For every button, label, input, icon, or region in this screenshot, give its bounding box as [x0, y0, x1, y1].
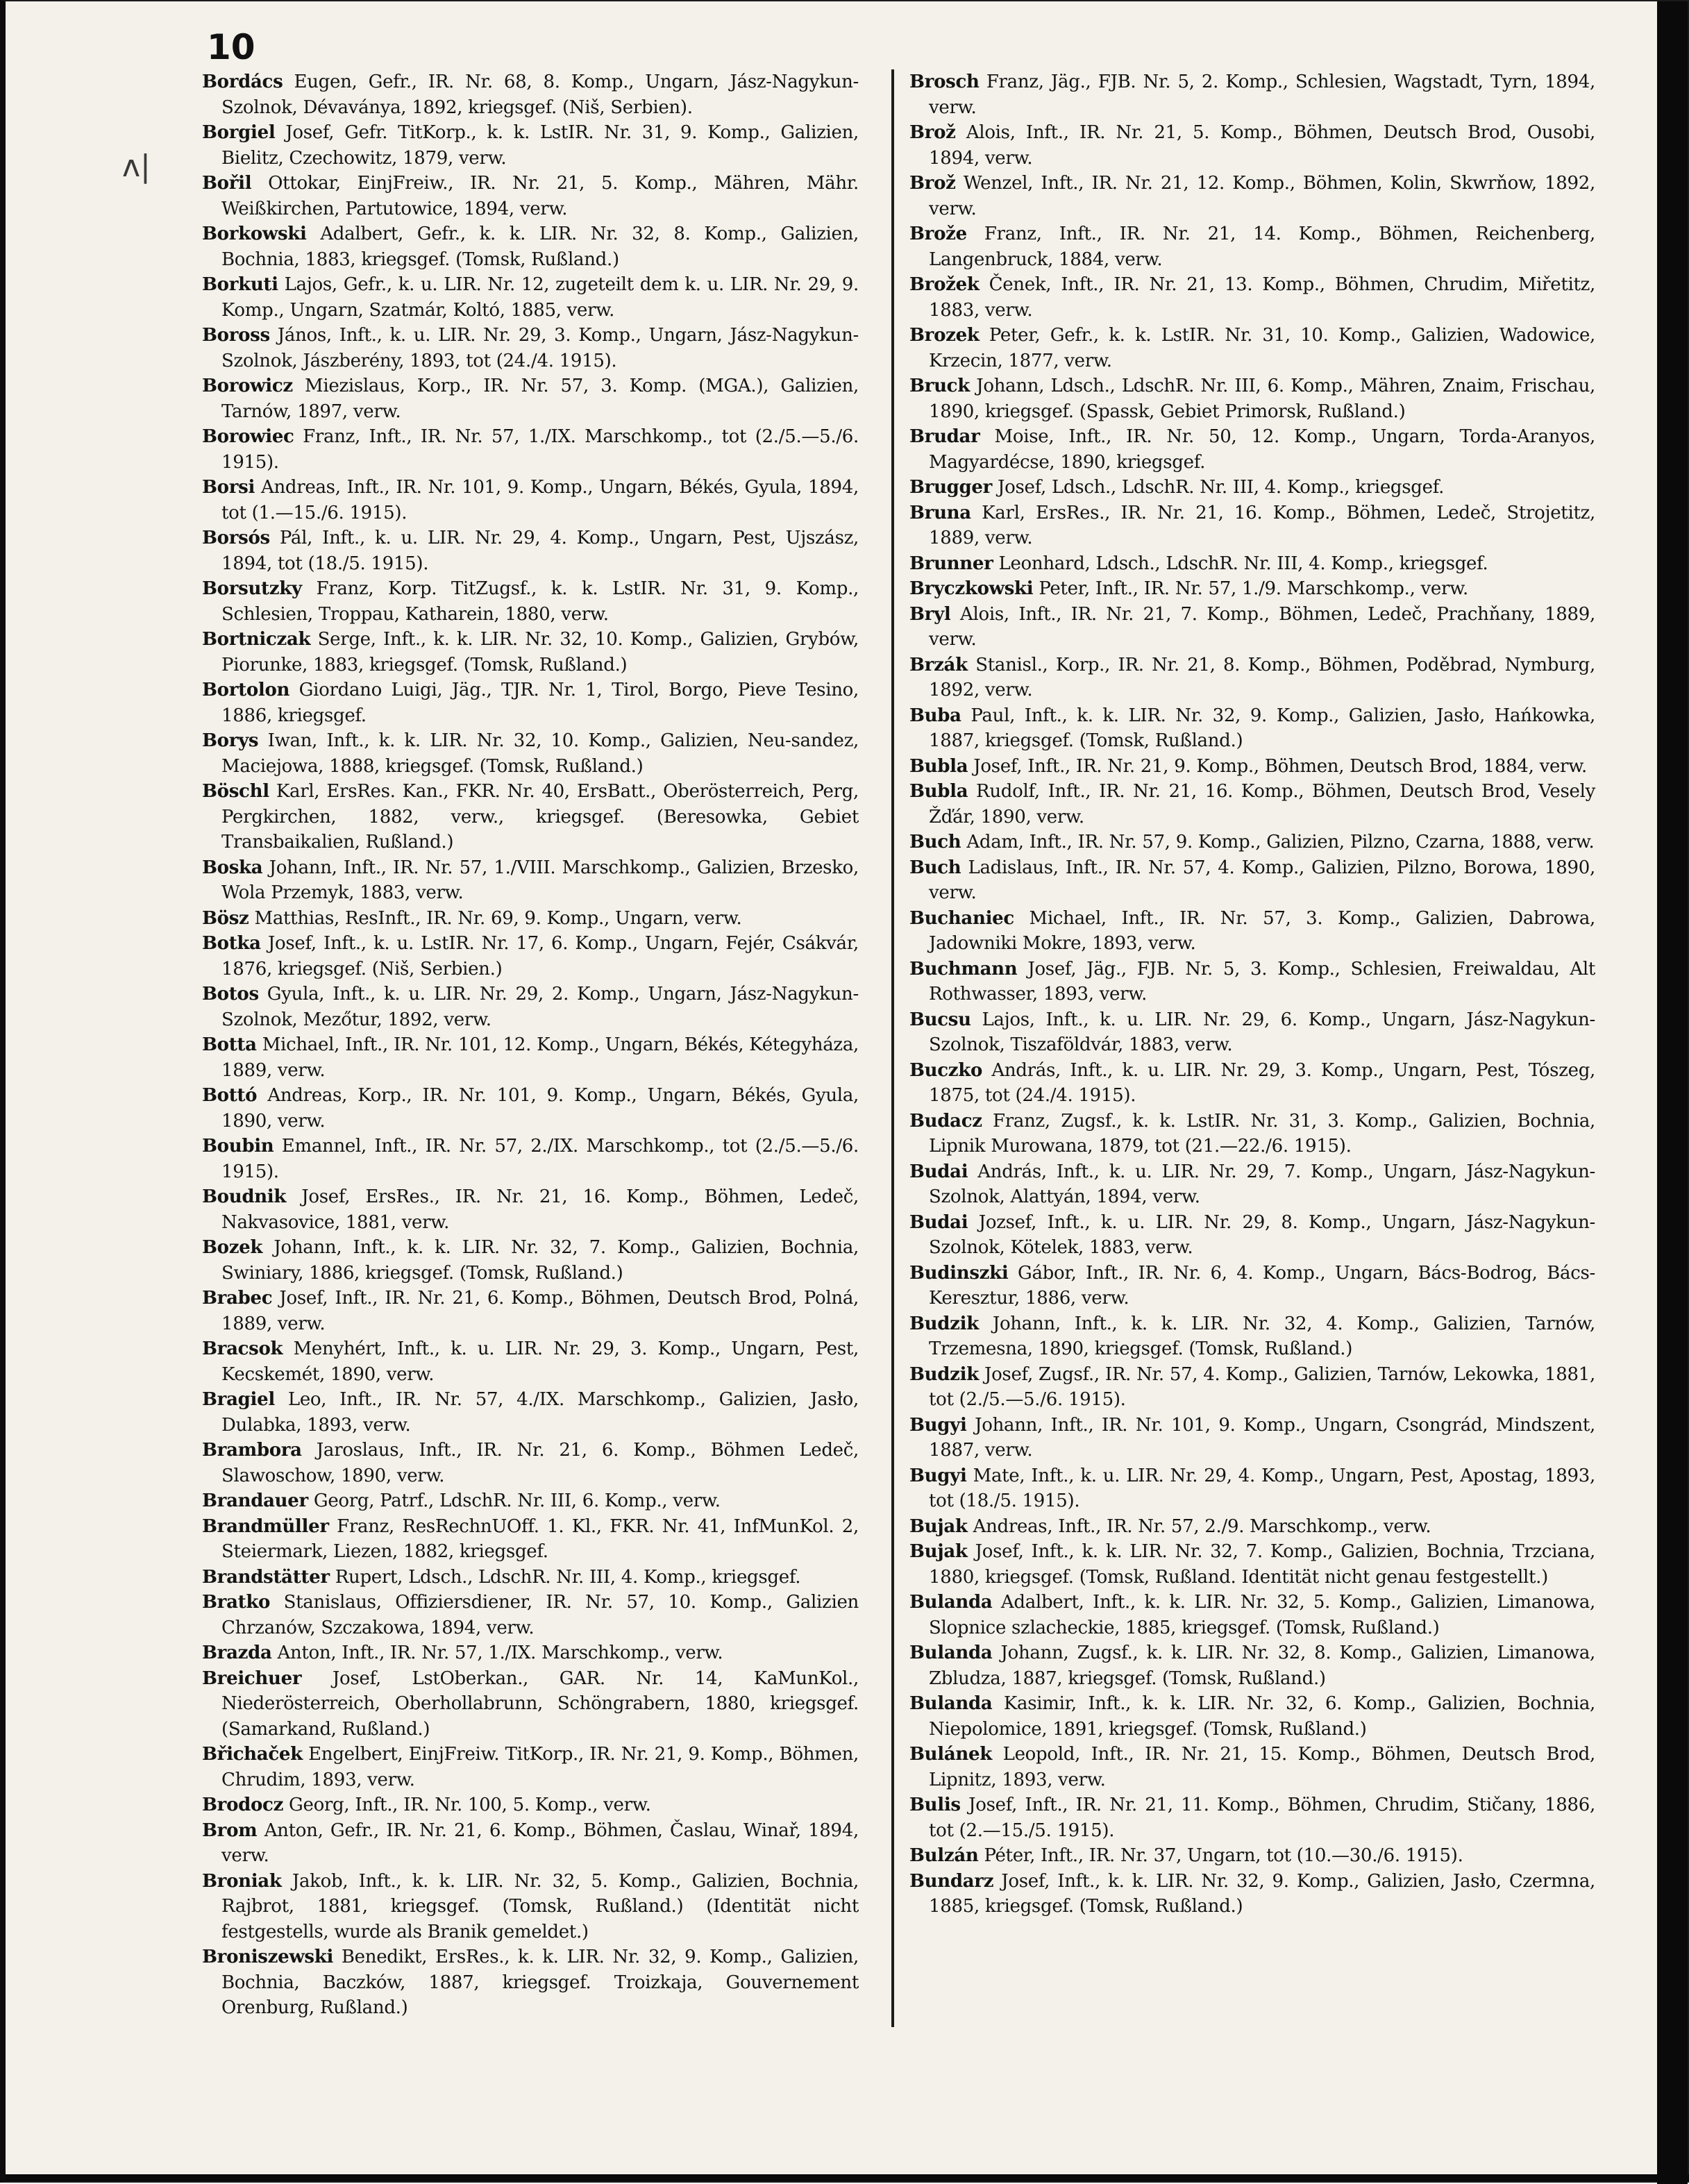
- entry-details: Alois, Inft., IR. Nr. 21, 5. Komp., Böhmen, Deutsch Brod, Ousobi, 1894, verw.: [929, 122, 1595, 169]
- entry-surname: Brozek: [909, 325, 980, 346]
- entry-details: Jaroslaus, Inft., IR. Nr. 21, 6. Komp., Böhmen Ledeč, Slawoschow, 1890, verw.: [221, 1440, 859, 1486]
- register-entry: [202, 171, 859, 221]
- entry-surname: Brožek: [909, 274, 980, 295]
- entry-details: Peter, Gefr., k. k. LstIR. Nr. 31, 10. Komp., Galizien, Wadowice, Krzecin, 1877, verw.: [929, 325, 1595, 371]
- entry-details: Josef, Gefr. TitKorp., k. k. LstIR. Nr. 31, 9. Komp., Galizien, Bielitz, Czechowitz, 1879, verw.: [221, 122, 859, 169]
- entry-surname: Borsutzky: [202, 578, 302, 599]
- entry-details: Josef, Inft., k. k. LIR. Nr. 32, 9. Komp., Galizien, Jasło, Czermna, 1885, kriegsgef. (Tomsk, Rußland.): [929, 1870, 1595, 1917]
- entry-details: Moise, Inft., IR. Nr. 50, 12. Komp., Ungarn, Torda-Aranyos, Magyardécse, 1890, kriegsgef.: [929, 426, 1595, 473]
- entry-surname: Bruck: [909, 376, 970, 396]
- entry-details: Johann, Inft., IR. Nr. 101, 9. Komp., Ungarn, Csongrád, Mindszent, 1887, verw.: [929, 1414, 1595, 1461]
- entry-details: Johann, Inft., k. k. LIR. Nr. 32, 4. Komp., Galizien, Tarnów, Trzemesna, 1890, kriegsgef. (Tomsk, Rußland.): [929, 1313, 1595, 1359]
- entry-details: Wenzel, Inft., IR. Nr. 21, 12. Komp., Böhmen, Kolin, Skwrňow, 1892, verw.: [929, 173, 1595, 219]
- entry-details: Peter, Inft., IR. Nr. 57, 1./9. Marschkomp., verw.: [1033, 578, 1468, 599]
- entry-details: Kasimir, Inft., k. k. LIR. Nr. 32, 6. Komp., Galizien, Bochnia, Niepolomice, 1891, kriegsgef. (Tomsk, Rußland.): [929, 1693, 1595, 1740]
- entry-details: Pál, Inft., k. u. LIR. Nr. 29, 4. Komp., Ungarn, Pest, Ujszász, 1894, tot (18./5. 1915).: [221, 528, 859, 574]
- entry-details: Leopold, Inft., IR. Nr. 21, 15. Komp., Böhmen, Deutsch Brod, Lipnitz, 1893, verw.: [929, 1744, 1595, 1790]
- register-entry: [202, 1869, 859, 1945]
- entry-details: Serge, Inft., k. k. LIR. Nr. 32, 10. Komp., Galizien, Grybów, Piorunke, 1883, kriegsgef. (Tomsk, Rußland.): [221, 629, 859, 675]
- entry-details: Johann, Inft., IR. Nr. 57, 1./VIII. Marschkomp., Galizien, Brzesko, Wola Przemyk, 1883, verw.: [221, 857, 859, 903]
- entry-surname: Brandauer: [202, 1490, 308, 1511]
- entry-details: Josef, ErsRes., IR. Nr. 21, 16. Komp., Böhmen, Ledeč, Nakvasovice, 1881, verw.: [221, 1186, 859, 1233]
- entry-details: Rupert, Ldsch., LdschR. Nr. III, 4. Komp., kriegsgef.: [329, 1566, 801, 1588]
- entry-surname: Botta: [202, 1034, 257, 1055]
- entry-details: Josef, Inft., IR. Nr. 21, 9. Komp., Böhmen, Deutsch Brod, 1884, verw.: [968, 755, 1588, 777]
- entry-surname: Brandstätter: [202, 1566, 330, 1588]
- register-entry: [909, 703, 1595, 754]
- register-entry: [909, 1311, 1595, 1362]
- entry-details: Anton, Inft., IR. Nr. 57, 1./IX. Marschkomp., verw.: [271, 1643, 723, 1663]
- entry-surname: Botos: [202, 984, 259, 1005]
- entry-details: Giordano Luigi, Jäg., TJR. Nr. 1, Tirol, Borgo, Pieve Tesino, 1886, kriegsgef.: [221, 680, 859, 726]
- entry-details: Michael, Inft., IR. Nr. 57, 3. Komp., Galizien, Dabrowa, Jadowniki Mokre, 1893, verw.: [929, 907, 1595, 954]
- register-entry: [909, 69, 1595, 120]
- entry-surname: Budzik: [909, 1313, 979, 1334]
- register-entry: [202, 1083, 859, 1134]
- entry-details: Lajos, Gefr., k. u. LIR. Nr. 12, zugeteilt dem k. u. LIR. Nr. 29, 9. Komp., Ungarn, Szatmár, Koltó, 1885, verw.: [221, 274, 859, 321]
- register-entry: [202, 1818, 859, 1869]
- register-entry: [202, 526, 859, 576]
- register-entry: [202, 1514, 859, 1565]
- entry-details: Karl, ErsRes. Kan., FKR. Nr. 40, ErsBatt., Oberösterreich, Perg, Pergkirchen, 1882, verw., kriegsgef. (Beresowka, Gebiet Transbaikalien, Rußland.): [221, 781, 859, 852]
- entry-surname: Bujak: [909, 1515, 968, 1537]
- entry-surname: Brunner: [909, 553, 993, 574]
- entry-surname: Brandmüller: [202, 1515, 329, 1537]
- entry-details: Josef, Inft., IR. Nr. 21, 11. Komp., Böhmen, Chrudim, Stičany, 1886, tot (2.—15./5. 1915).: [929, 1795, 1595, 1841]
- register-entry: [202, 1792, 859, 1818]
- register-entry: [202, 855, 859, 906]
- entry-surname: Bortniczak: [202, 629, 311, 650]
- entry-details: András, Inft., k. u. LIR. Nr. 29, 3. Komp., Ungarn, Pest, Tószeg, 1875, tot (24./4. 1915).: [929, 1059, 1595, 1106]
- register-entry: [202, 1666, 859, 1742]
- register-entry: [909, 1109, 1595, 1159]
- register-entry: [909, 602, 1595, 653]
- scan-edge-right: [1657, 1, 1688, 2184]
- entry-surname: Borsós: [202, 528, 270, 548]
- register-entry: [909, 323, 1595, 373]
- entry-details: Menyhért, Inft., k. u. LIR. Nr. 29, 3. Komp., Ungarn, Pest, Kecskemét, 1890, verw.: [221, 1338, 859, 1385]
- entry-surname: Budinszki: [909, 1262, 1009, 1284]
- register-entry: [202, 1944, 859, 2021]
- entry-surname: Borgiel: [202, 122, 276, 143]
- entry-surname: Bozek: [202, 1237, 263, 1258]
- entry-surname: Bratko: [202, 1592, 271, 1613]
- margin-note: ʌ|: [122, 149, 151, 184]
- entry-details: Josef, LstOberkan., GAR. Nr. 14, KaMunKol., Niederösterreich, Oberhollabrunn, Schöngrabern, 1880, kriegsgef. (Samarkand, Rußland.): [221, 1668, 859, 1740]
- register-entry: [202, 475, 859, 526]
- entry-surname: Bulanda: [909, 1592, 993, 1613]
- entry-surname: Bruna: [909, 502, 971, 523]
- register-entry: [909, 1413, 1595, 1463]
- entry-details: Alois, Inft., IR. Nr. 21, 7. Komp., Böhmen, Ledeč, Prachňany, 1889, verw.: [929, 603, 1595, 650]
- entry-surname: Bucsu: [909, 1009, 971, 1030]
- register-entry: [202, 1134, 859, 1184]
- entry-details: Andreas, Korp., IR. Nr. 101, 9. Komp., Ungarn, Békés, Gyula, 1890, verw.: [221, 1085, 859, 1132]
- entry-surname: Brabec: [202, 1288, 273, 1309]
- register-entry: [202, 1336, 859, 1387]
- register-entry: [909, 830, 1595, 855]
- entry-surname: Bösz: [202, 907, 249, 929]
- entry-details: Paul, Inft., k. k. LIR. Nr. 32, 9. Komp., Galizien, Jasło, Hańkowka, 1887, kriegsgef. (Tomsk, Rußland.): [929, 705, 1595, 751]
- right-column: [909, 69, 1595, 1920]
- register-entry: [909, 1691, 1595, 1742]
- entry-details: Josef, Ldsch., LdschR. Nr. III, 4. Komp., kriegsgef.: [992, 477, 1445, 498]
- entry-details: Karl, ErsRes., IR. Nr. 21, 16. Komp., Böhmen, Ledeč, Strojetitz, 1889, verw.: [929, 502, 1595, 548]
- entry-details: Josef, Zugsf., IR. Nr. 57, 4. Komp., Galizien, Tarnów, Lekowka, 1881, tot (2./5.—5./6. 1915).: [929, 1363, 1595, 1410]
- entry-surname: Buchmann: [909, 958, 1018, 980]
- entry-details: Gyula, Inft., k. u. LIR. Nr. 29, 2. Komp., Ungarn, Jász-Nagykun-Szolnok, Mezőtur, 1892, verw.: [221, 984, 859, 1030]
- entry-surname: Buch: [909, 832, 961, 852]
- entry-surname: Buba: [909, 705, 961, 726]
- register-entry: [909, 1514, 1595, 1540]
- entry-surname: Bulánek: [909, 1744, 992, 1765]
- register-entry: [909, 1742, 1595, 1792]
- entry-details: Emannel, Inft., IR. Nr. 57, 2./IX. Marschkomp., tot (2./5.—5./6. 1915).: [221, 1136, 859, 1182]
- entry-details: Josef, Inft., k. u. LstIR. Nr. 17, 6. Komp., Ungarn, Fejér, Csákvár, 1876, kriegsgef. (Niš, Serbien.): [221, 933, 859, 980]
- register-entry: [909, 1261, 1595, 1311]
- register-entry: [909, 1463, 1595, 1514]
- entry-surname: Buczko: [909, 1059, 983, 1081]
- entry-details: Stanislaus, Offiziersdiener, IR. Nr. 57, 10. Komp., Galizien Chrzanów, Szczakowa, 1894, verw.: [221, 1592, 859, 1638]
- scan-edge-bottom: [6, 2174, 1689, 2181]
- entry-surname: Bragiel: [202, 1389, 275, 1410]
- entry-details: Johann, Ldsch., LdschR. Nr. III, 6. Komp., Mähren, Znaim, Frischau, 1890, kriegsgef. (Spassk, Gebiet Primorsk, Rußland.): [929, 376, 1595, 422]
- register-entry: [909, 1362, 1595, 1413]
- register-entry: [202, 69, 859, 120]
- entry-details: Péter, Inft., IR. Nr. 37, Ungarn, tot (10.—30./6. 1915).: [978, 1845, 1463, 1866]
- entry-details: Franz, Jäg., FJB. Nr. 5, 2. Komp., Schlesien, Wagstadt, Tyrn, 1894, verw.: [929, 72, 1595, 118]
- entry-surname: Bordács: [202, 72, 283, 92]
- register-entry: [202, 779, 859, 855]
- entry-surname: Borsi: [202, 477, 255, 498]
- register-entry: [202, 1387, 859, 1438]
- entry-surname: Brosch: [909, 72, 980, 92]
- entry-surname: Brože: [909, 224, 967, 244]
- register-entry: [909, 957, 1595, 1007]
- entry-surname: Bundarz: [909, 1870, 994, 1892]
- register-entry: [202, 678, 859, 728]
- register-entry: [202, 120, 859, 171]
- entry-details: Michael, Inft., IR. Nr. 101, 12. Komp., Ungarn, Békés, Kétegyháza, 1889, verw.: [221, 1034, 859, 1081]
- entry-details: Franz, Inft., IR. Nr. 57, 1./IX. Marschkomp., tot (2./5.—5./6. 1915).: [221, 426, 859, 473]
- entry-details: Mate, Inft., k. u. LIR. Nr. 29, 4. Komp., Ungarn, Pest, Apostag, 1893, tot (18./5. 1915).: [929, 1465, 1595, 1511]
- entry-surname: Bryl: [909, 603, 951, 625]
- entry-details: Gábor, Inft., IR. Nr. 6, 4. Komp., Ungarn, Bács-Bodrog, Bács-Keresztur, 1886, verw.: [929, 1262, 1595, 1309]
- entry-details: Ottokar, EinjFreiw., IR. Nr. 21, 5. Komp., Mähren, Mähr. Weißkirchen, Partutowice, 1894, verw.: [221, 173, 859, 219]
- register-entry: [202, 576, 859, 627]
- register-entry: [909, 424, 1595, 475]
- entry-surname: Brodocz: [202, 1795, 284, 1815]
- register-entry: [909, 855, 1595, 906]
- entry-details: Eugen, Gefr., IR. Nr. 68, 8. Komp., Ungarn, Jász-Nagykun-Szolnok, Dévaványa, 1892, kriegsgef. (Niš, Serbien).: [221, 72, 859, 118]
- entry-surname: Brambora: [202, 1440, 302, 1461]
- entry-surname: Budzik: [909, 1363, 979, 1385]
- entry-surname: Borowicz: [202, 376, 293, 396]
- register-entry: [202, 1438, 859, 1488]
- entry-surname: Buchaniec: [909, 907, 1014, 929]
- register-entry: [909, 120, 1595, 171]
- entry-surname: Bryczkowski: [909, 578, 1034, 599]
- entry-surname: Boubin: [202, 1136, 274, 1157]
- entry-details: Lajos, Inft., k. u. LIR. Nr. 29, 6. Komp., Ungarn, Jász-Nagykun-Szolnok, Tiszaföldvár, 1883, verw.: [929, 1009, 1595, 1055]
- entry-details: Franz, Korp. TitZugsf., k. k. LstIR. Nr. 31, 9. Komp., Schlesien, Troppau, Katharein, 1880, verw.: [221, 578, 859, 625]
- register-entry: [202, 906, 859, 932]
- entry-surname: Budai: [909, 1161, 968, 1182]
- entry-details: Anton, Gefr., IR. Nr. 21, 6. Komp., Böhmen, Časlau, Winař, 1894, verw.: [221, 1820, 859, 1866]
- register-entry: [202, 424, 859, 475]
- register-entry: [909, 272, 1595, 323]
- entry-surname: Bořil: [202, 173, 252, 194]
- entry-surname: Brom: [202, 1820, 258, 1841]
- register-entry: [202, 931, 859, 982]
- entry-details: Jakob, Inft., k. k. LIR. Nr. 32, 5. Komp., Galizien, Bochnia, Rajbrot, 1881, kriegsgef. (Tomsk, Rußland.) (Identität nicht festgestells, wurde als Branik gemeldet.): [221, 1870, 859, 1942]
- entry-details: Adam, Inft., IR. Nr. 57, 9. Komp., Galizien, Pilzno, Czarna, 1888, verw.: [961, 832, 1595, 852]
- entry-details: Ladislaus, Inft., IR. Nr. 57, 4. Komp., Galizien, Pilzno, Borowa, 1890, verw.: [929, 857, 1595, 903]
- entry-details: Josef, Inft., k. k. LIR. Nr. 32, 7. Komp., Galizien, Bochnia, Trzciana, 1880, kriegsgef. (Tomsk, Rußland. Identität nicht genau festgestellt.): [929, 1541, 1595, 1588]
- entry-details: János, Inft., k. u. LIR. Nr. 29, 3. Komp., Ungarn, Jász-Nagykun-Szolnok, Jászberény, 1893, tot (24./4. 1915).: [221, 325, 859, 371]
- left-column: [202, 69, 859, 2021]
- register-entry: [202, 1590, 859, 1640]
- entry-surname: Broniszewski: [202, 1947, 334, 1967]
- register-entry: [202, 373, 859, 424]
- entry-details: Andreas, Inft., IR. Nr. 101, 9. Komp., Ungarn, Békés, Gyula, 1894, tot (1.—15./6. 1915).: [221, 477, 859, 523]
- entry-surname: Budacz: [909, 1110, 982, 1132]
- entry-surname: Bujak: [909, 1541, 968, 1562]
- register-entry: [202, 627, 859, 678]
- entry-details: Benedikt, ErsRes., k. k. LIR. Nr. 32, 9. Komp., Galizien, Bochnia, Baczków, 1887, kriegsgef. Troizkaja, Gouvernement Orenburg, Rußland.): [221, 1947, 859, 2018]
- entry-details: András, Inft., k. u. LIR. Nr. 29, 7. Komp., Ungarn, Jász-Nagykun-Szolnok, Alattyán, 1894, verw.: [929, 1161, 1595, 1207]
- register-entry: [909, 1058, 1595, 1109]
- entry-surname: Bulanda: [909, 1643, 993, 1663]
- entry-surname: Bracsok: [202, 1338, 283, 1359]
- register-entry: [909, 653, 1595, 703]
- entry-surname: Budai: [909, 1211, 968, 1233]
- entry-details: Adalbert, Inft., k. k. LIR. Nr. 32, 5. Komp., Galizien, Limanowa, Slopnice szlacheckie, 1885, kriegsgef. (Tomsk, Rußland.): [929, 1592, 1595, 1638]
- entry-details: Leo, Inft., IR. Nr. 57, 4./IX. Marschkomp., Galizien, Jasło, Dulabka, 1893, verw.: [221, 1389, 859, 1436]
- register-entry: [202, 1488, 859, 1514]
- register-entry: [202, 323, 859, 373]
- entry-surname: Břichaček: [202, 1744, 303, 1765]
- entry-details: Matthias, ResInft., IR. Nr. 69, 9. Komp., Ungarn, verw.: [249, 907, 742, 929]
- entry-details: Adalbert, Gefr., k. k. LIR. Nr. 32, 8. Komp., Galizien, Bochnia, 1883, kriegsgef. (Tomsk, Rußland.): [221, 224, 859, 270]
- entry-surname: Bugyi: [909, 1414, 967, 1436]
- entry-details: Franz, Zugsf., k. k. LstIR. Nr. 31, 3. Komp., Galizien, Bochnia, Lipnik Murowana, 1879, tot (21.—22./6. 1915).: [929, 1110, 1595, 1157]
- entry-surname: Borowiec: [202, 426, 294, 447]
- entry-surname: Brazda: [202, 1643, 272, 1663]
- entry-surname: Brzák: [909, 654, 968, 675]
- entry-surname: Bulanda: [909, 1693, 993, 1714]
- register-entry: [909, 576, 1595, 602]
- register-entry: [202, 1032, 859, 1083]
- register-entry: [202, 1184, 859, 1235]
- entry-surname: Brugger: [909, 477, 993, 498]
- entry-surname: Borkuti: [202, 274, 278, 295]
- register-entry: [202, 1286, 859, 1336]
- register-entry: [202, 272, 859, 323]
- register-entry: [909, 779, 1595, 830]
- register-entry: [909, 1640, 1595, 1691]
- register-entry: [909, 906, 1595, 957]
- entry-surname: Boudnik: [202, 1186, 287, 1207]
- register-entry: [202, 1640, 859, 1666]
- entry-surname: Bottó: [202, 1085, 258, 1106]
- register-entry: [909, 221, 1595, 272]
- entry-surname: Broniak: [202, 1870, 282, 1892]
- register-entry: [909, 1539, 1595, 1590]
- entry-surname: Bugyi: [909, 1465, 967, 1486]
- entry-details: Rudolf, Inft., IR. Nr. 21, 16. Komp., Böhmen, Deutsch Brod, Vesely Žďár, 1890, verw.: [929, 781, 1595, 828]
- register-entry: [909, 501, 1595, 551]
- entry-surname: Botka: [202, 933, 261, 954]
- entry-surname: Bubla: [909, 781, 968, 802]
- entry-details: Franz, ResRechnUOff. 1. Kl., FKR. Nr. 41, InfMunKol. 2, Steiermark, Liezen, 1882, kriegsgef.: [221, 1515, 859, 1562]
- entry-surname: Böschl: [202, 781, 269, 802]
- entry-details: Johann, Zugsf., k. k. LIR. Nr. 32, 8. Komp., Galizien, Limanowa, Zbludza, 1887, kriegsgef. (Tomsk, Rußland.): [929, 1643, 1595, 1689]
- column-divider: [891, 69, 894, 2027]
- entry-details: Čenek, Inft., IR. Nr. 21, 13. Komp., Böhmen, Chrudim, Miřetitz, 1883, verw.: [929, 274, 1595, 321]
- register-entry: [202, 728, 859, 779]
- register-entry: [909, 754, 1595, 780]
- entry-details: Georg, Inft., IR. Nr. 100, 5. Komp., verw.: [283, 1795, 651, 1815]
- entry-details: Franz, Inft., IR. Nr. 21, 14. Komp., Böhmen, Reichenberg, Langenbruck, 1884, verw.: [929, 224, 1595, 270]
- register-entry: [909, 171, 1595, 221]
- register-entry: [909, 1792, 1595, 1843]
- entry-surname: Borkowski: [202, 224, 307, 244]
- register-entry: [202, 982, 859, 1032]
- entry-surname: Boska: [202, 857, 263, 878]
- register-entry: [909, 1843, 1595, 1869]
- entry-details: Jozsef, Inft., k. u. LIR. Nr. 29, 8. Komp., Ungarn, Jász-Nagykun-Szolnok, Kötelek, 1883, verw.: [929, 1211, 1595, 1258]
- entry-surname: Breichuer: [202, 1668, 302, 1689]
- register-entry: [909, 1159, 1595, 1210]
- entry-surname: Buch: [909, 857, 961, 878]
- register-entry: [909, 1869, 1595, 1920]
- register-entry: [909, 1210, 1595, 1261]
- entry-details: Miezislaus, Korp., IR. Nr. 57, 3. Komp. (MGA.), Galizien, Tarnów, 1897, verw.: [221, 376, 859, 422]
- entry-surname: Boross: [202, 325, 270, 346]
- register-entry: [909, 551, 1595, 577]
- entry-surname: Bulzán: [909, 1845, 979, 1866]
- entry-surname: Brož: [909, 173, 956, 194]
- entry-details: Andreas, Inft., IR. Nr. 57, 2./9. Marschkomp., verw.: [967, 1515, 1431, 1537]
- register-entry: [202, 1742, 859, 1792]
- entry-details: Leonhard, Ldsch., LdschR. Nr. III, 4. Komp., kriegsgef.: [993, 553, 1488, 574]
- entry-details: Iwan, Inft., k. k. LIR. Nr. 32, 10. Komp., Galizien, Neu-sandez, Maciejowa, 1888, kriegsgef. (Tomsk, Rußland.): [221, 730, 859, 777]
- register-entry: [909, 373, 1595, 424]
- entry-details: Josef, Inft., IR. Nr. 21, 6. Komp., Böhmen, Deutsch Brod, Polná, 1889, verw.: [221, 1288, 859, 1334]
- register-entry: [202, 1235, 859, 1286]
- entry-details: Stanisl., Korp., IR. Nr. 21, 8. Komp., Böhmen, Poděbrad, Nymburg, 1892, verw.: [929, 654, 1595, 700]
- register-entry: [202, 221, 859, 272]
- entry-surname: Borys: [202, 730, 259, 751]
- register-entry: [909, 1007, 1595, 1058]
- page-number: 10: [207, 27, 255, 67]
- register-entry: [202, 1565, 859, 1590]
- entry-surname: Bulis: [909, 1795, 961, 1815]
- entry-surname: Brudar: [909, 426, 980, 447]
- entry-surname: Bortolon: [202, 680, 290, 700]
- entry-surname: Brož: [909, 122, 956, 143]
- entry-surname: Bubla: [909, 755, 968, 777]
- entry-details: Johann, Inft., k. k. LIR. Nr. 32, 7. Komp., Galizien, Bochnia, Swiniary, 1886, kriegsgef. (Tomsk, Rußland.): [221, 1237, 859, 1284]
- entry-details: Josef, Jäg., FJB. Nr. 5, 3. Komp., Schlesien, Freiwaldau, Alt Rothwasser, 1893, verw.: [929, 958, 1595, 1005]
- register-entry: [909, 475, 1595, 501]
- register-entry: [909, 1590, 1595, 1640]
- entry-details: Engelbert, EinjFreiw. TitKorp., IR. Nr. 21, 9. Komp., Böhmen, Chrudim, 1893, verw.: [221, 1744, 859, 1790]
- entry-details: Georg, Patrf., LdschR. Nr. III, 6. Komp., verw.: [308, 1490, 721, 1511]
